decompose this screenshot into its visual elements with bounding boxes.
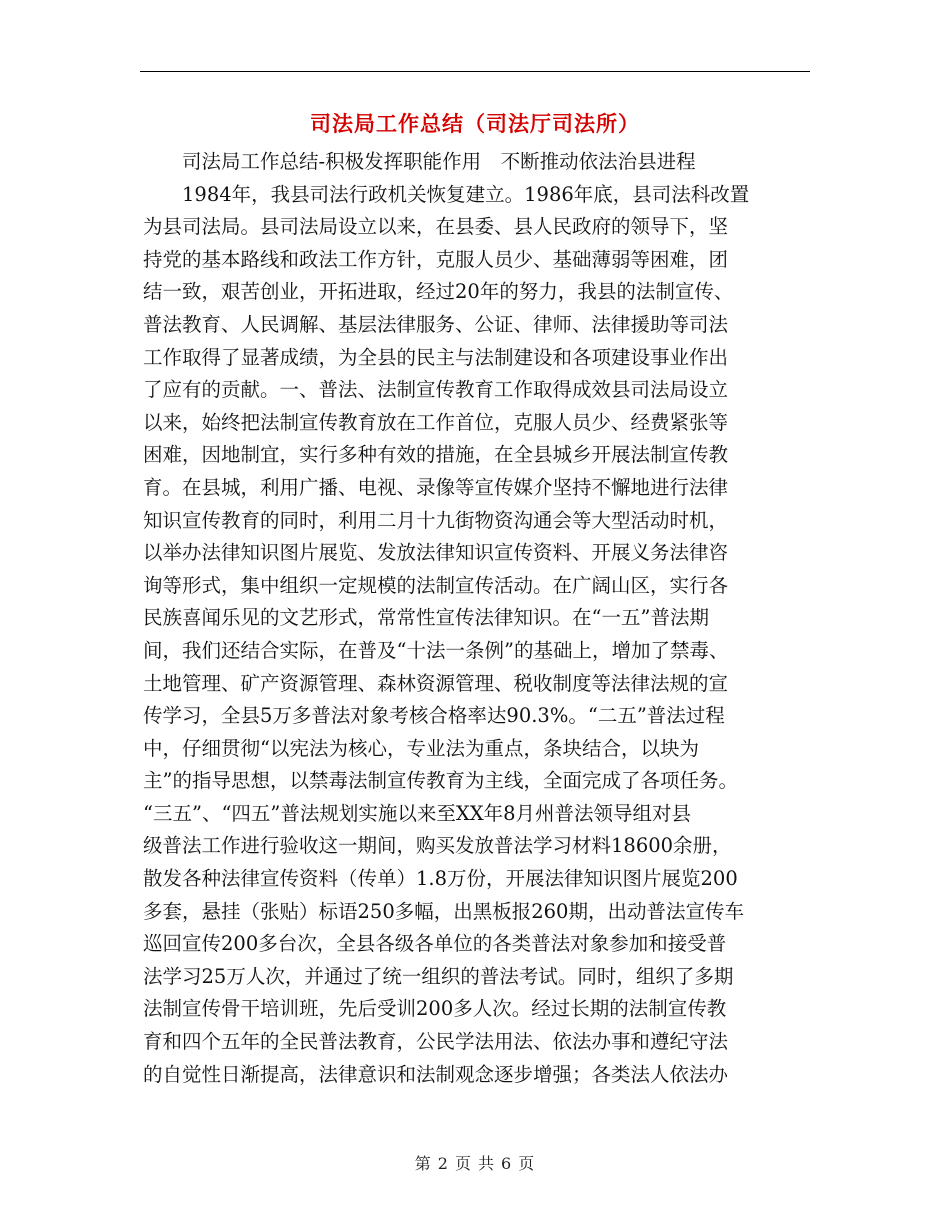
footer-page-word: 页 (454, 1154, 472, 1173)
footer-prefix: 第 (414, 1154, 432, 1173)
text-line: 普法教育、人民调解、基层法律服务、公证、律师、法律援助等司法 (143, 312, 729, 336)
footer-total-pages: 6 (501, 1154, 513, 1173)
text-line: 巡回宣传200多台次，全县各级各单位的各类普法对象参加和接受普 (143, 932, 727, 956)
page-footer (0, 1151, 950, 1174)
text-line: 为县司法局。县司法局设立以来，在县委、县人民政府的领导下，坚 (143, 215, 729, 239)
footer-suffix: 页 (518, 1154, 536, 1173)
text-line: 散发各种法律宣传资料（传单）1.8万份，开展法律知识图片展览200 (143, 867, 738, 891)
document-body (143, 146, 807, 1091)
text-line: 知识宣传教育的同时，利用二月十九街物资沟通会等大型活动时机， (143, 508, 729, 532)
text-line: 民族喜闻乐见的文艺形式，常常性宣传法律知识。在“一五”普法期 (143, 606, 709, 630)
text-line: 1984年，我县司法行政机关恢复建立。1986年底，县司法科改置 (143, 182, 750, 206)
text-line: 困难，因地制宜，实行多种有效的措施，在全县城乡开展法制宣传教 (143, 443, 729, 467)
text-line: 的自觉性日渐提高，法律意识和法制观念逐步增强；各类法人依法办 (143, 1062, 729, 1086)
header-rule (140, 71, 810, 72)
footer-total-word: 共 (478, 1154, 496, 1173)
text-line: 结一致，艰苦创业，开拓进取，经过20年的努力，我县的法制宣传、 (143, 280, 734, 304)
text-line: 多套，悬挂（张贴）标语250多幅，出黑板报260期，出动普法宣传车 (143, 899, 744, 923)
text-line: 中，仔细贯彻“以宪法为核心，专业法为重点，条块结合，以块为 (143, 736, 699, 760)
text-line: 育和四个五年的全民普法教育，公民学法用法、依法办事和遵纪守法 (143, 1030, 729, 1054)
text-line: 法制宣传骨干培训班，先后受训200多人次。经过长期的法制宣传教 (143, 997, 727, 1021)
text-line: 育。在县城，利用广播、电视、录像等宣传媒介坚持不懈地进行法律 (143, 475, 729, 499)
text-line: 以来，始终把法制宣传教育放在工作首位，克服人员少、经费紧张等 (143, 410, 729, 434)
text-line: 土地管理、矿产资源管理、森林资源管理、税收制度等法律法规的宣 (143, 671, 729, 695)
text-line: 工作取得了显著成绩，为全县的民主与法制建设和各项建设事业作出 (143, 345, 729, 369)
text-line: 法学习25万人次，并通过了统一组织的普法考试。同时，组织了多期 (143, 964, 734, 988)
text-line: 以举办法律知识图片展览、发放法律知识宣传资料、开展义务法律咨 (143, 541, 729, 565)
text-line: 级普法工作进行验收这一期间，购买发放普法学习材料18600余册， (143, 834, 732, 858)
text-line: “三五”、“四五”普法规划实施以来至XX年8月州普法领导组对县 (143, 801, 692, 825)
text-line: 司法局工作总结-积极发挥职能作用 不断推动依法治县进程 (143, 150, 696, 173)
text-line: 主”的指导思想，以禁毒法制宣传教育为主线，全面完成了各项任务。 (143, 769, 738, 793)
text-line: 持党的基本路线和政法工作方针，克服人员少、基础薄弱等困难，团 (143, 247, 729, 271)
text-line: 了应有的贡献。一、普法、法制宣传教育工作取得成效县司法局设立 (143, 378, 729, 402)
text-line: 间，我们还结合实际，在普及“十法一条例”的基础上，增加了禁毒、 (143, 638, 729, 662)
footer-page-number: 2 (437, 1154, 449, 1173)
text-line: 传学习，全县5万多普法对象考核合格率达90.3%。“二五”普法过程 (143, 704, 725, 728)
document-title: 司法局工作总结（司法厅司法所） (310, 112, 640, 136)
text-line: 询等形式，集中组织一定规模的法制宣传活动。在广阔山区，实行各 (143, 573, 729, 597)
